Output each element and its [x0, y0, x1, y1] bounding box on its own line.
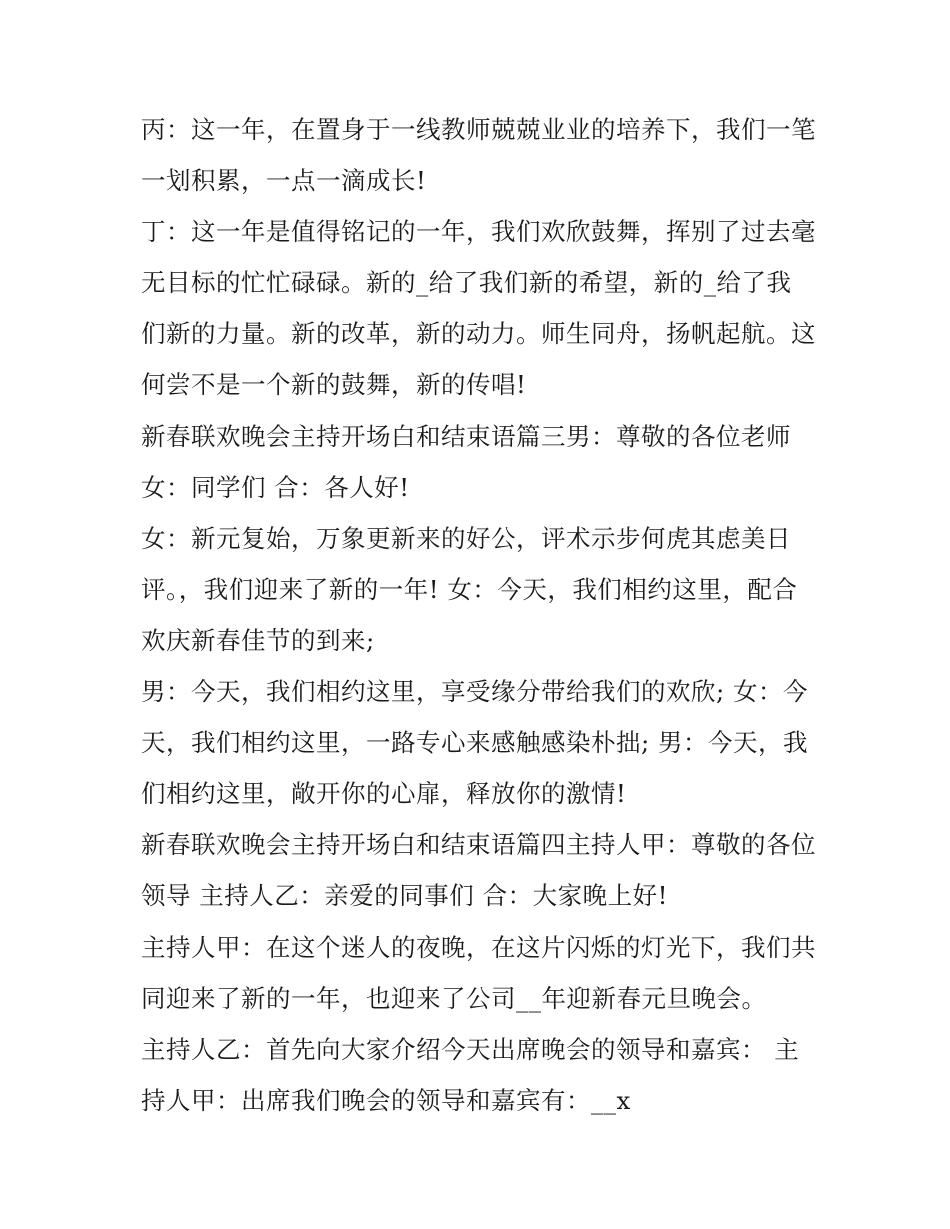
text-line: 何尝不是一个新的鼓舞，新的传唱! — [141, 370, 527, 400]
document-body — [141, 104, 821, 1126]
text-line: 欢庆新春佳节的到来; — [141, 625, 375, 655]
text-line: 同迎来了新的一年，也迎来了公司__年迎新春元旦晚会。 — [141, 983, 767, 1013]
text-line: 男：今天，我们相约这里，享受缘分带给我们的欢欣; 女：今 — [141, 677, 809, 707]
text-line: 主持人甲：在这个迷人的夜晚，在这片闪烁的灯光下，我们共 — [141, 932, 816, 962]
text-line: 持人甲：出席我们晚会的领导和嘉宾有：__x — [141, 1085, 631, 1115]
text-line: 们相约这里，敞开你的心扉，释放你的激情! — [141, 779, 627, 809]
section-heading-line: 新春联欢晚会主持开场白和结束语篇三男：尊敬的各位老师 — [141, 421, 791, 451]
text-line: 评。，我们迎来了新的一年! 女：今天，我们相约这里，配合 — [141, 574, 798, 604]
text-line: 主持人乙：首先向大家介绍今天出席晚会的领导和嘉宾： 主 — [141, 1034, 800, 1064]
text-line: 们新的力量。新的改革，新的动力。师生同舟，扬帆起航。这 — [141, 319, 816, 349]
text-line: 丙：这一年，在置身于一线教师兢兢业业的培养下，我们一笔 — [141, 115, 816, 144]
section-heading-line: 新春联欢晚会主持开场白和结束语篇四主持人甲：尊敬的各位 — [141, 830, 816, 860]
text-line: 女：同学们 合：各人好! — [141, 472, 410, 502]
text-line: 丁：这一年是值得铭记的一年，我们欢欣鼓舞，挥别了过去毫 — [141, 217, 816, 247]
text-line: 女：新元复始，万象更新来的好公，评术示步何虎其虑美日 — [141, 523, 791, 553]
text-line: 天，我们相约这里，一路专心来感触感染朴拙; 男：今天，我 — [141, 728, 809, 758]
text-line: 无目标的忙忙碌碌。新的_给了我们新的希望，新的_给了我 — [141, 268, 792, 298]
text-line: 一划积累，一点一滴成长! — [141, 166, 427, 196]
text-line: 领导 主持人乙：亲爱的同事们 合：大家晚上好! — [141, 881, 668, 911]
